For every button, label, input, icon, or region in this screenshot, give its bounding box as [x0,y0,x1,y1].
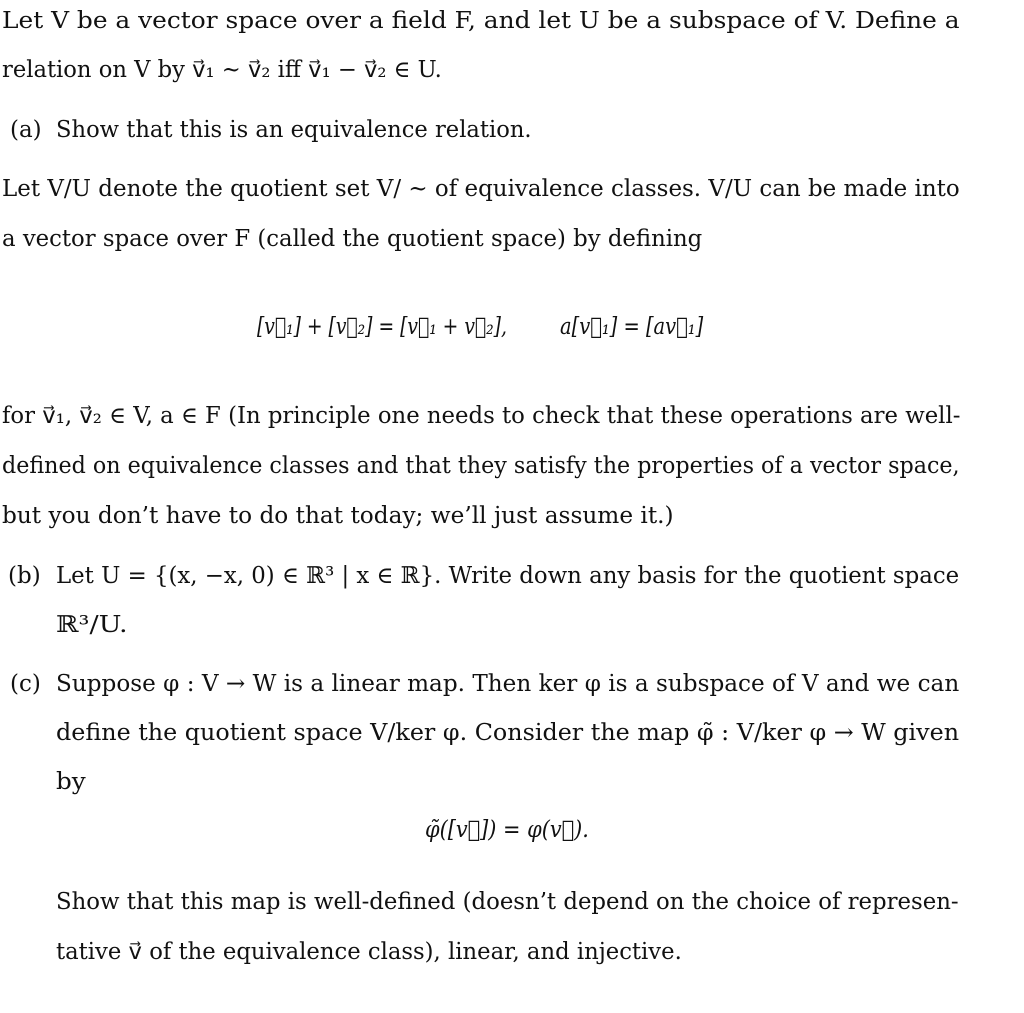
equation-scalar: a[v⃗₁] = [av⃗₁] [560,314,704,340]
part-b-line-1: Let U = {(x, −x, 0) ∈ ℝ³ | x ∈ ℝ}. Write down any basis for the quotient space [56,563,960,589]
part-c-label: (c) [10,671,41,697]
quotient-line-1: Let V/U denote the quotient set V/ ~ of equivalence classes. V/U can be made into [2,176,960,202]
intro-line-1: Let V be a vector space over a field F, and let U be a subspace of V. Define a [2,8,960,34]
part-c-line-3: by [56,769,86,795]
part-c-line-1: Suppose φ : V → W is a linear map. Then ker φ is a subspace of V and we can [56,671,960,697]
equation-addition: [v⃗₁] + [v⃗₂] = [v⃗₁ + v⃗₂], [257,314,507,340]
part-c-line-4: Show that this map is well-defined (doesn’t depend on the choice of represen- [56,889,959,915]
part-b-line-2: ℝ³/U. [56,612,128,638]
part-c-line-5: tative v⃗ of the equivalence class), linear, and injective. [56,939,682,965]
intro-line-2: relation on V by v⃗₁ ~ v⃗₂ iff v⃗₁ − v⃗₂ ∈ U. [2,57,442,83]
part-c-line-2: define the quotient space V/ker φ. Consider the map φ̃ : V/ker φ → W given [56,720,960,746]
part-b-label: (b) [8,563,41,589]
remark-line-3: but you don’t have to do that today; we’ll just assume it.) [2,503,674,529]
part-a-text: Show that this is an equivalence relation. [56,117,532,143]
part-a-label: (a) [10,117,42,143]
part-c-equation: φ̃([v⃗]) = φ(v⃗). [425,817,589,843]
remark-line-2: defined on equivalence classes and that they satisfy the properties of a vector space, [2,453,960,479]
remark-line-1: for v⃗₁, v⃗₂ ∈ V, a ∈ F (In principle one needs to check that these operations are well- [2,403,961,429]
quotient-line-2: a vector space over F (called the quotient space) by defining [2,226,703,252]
